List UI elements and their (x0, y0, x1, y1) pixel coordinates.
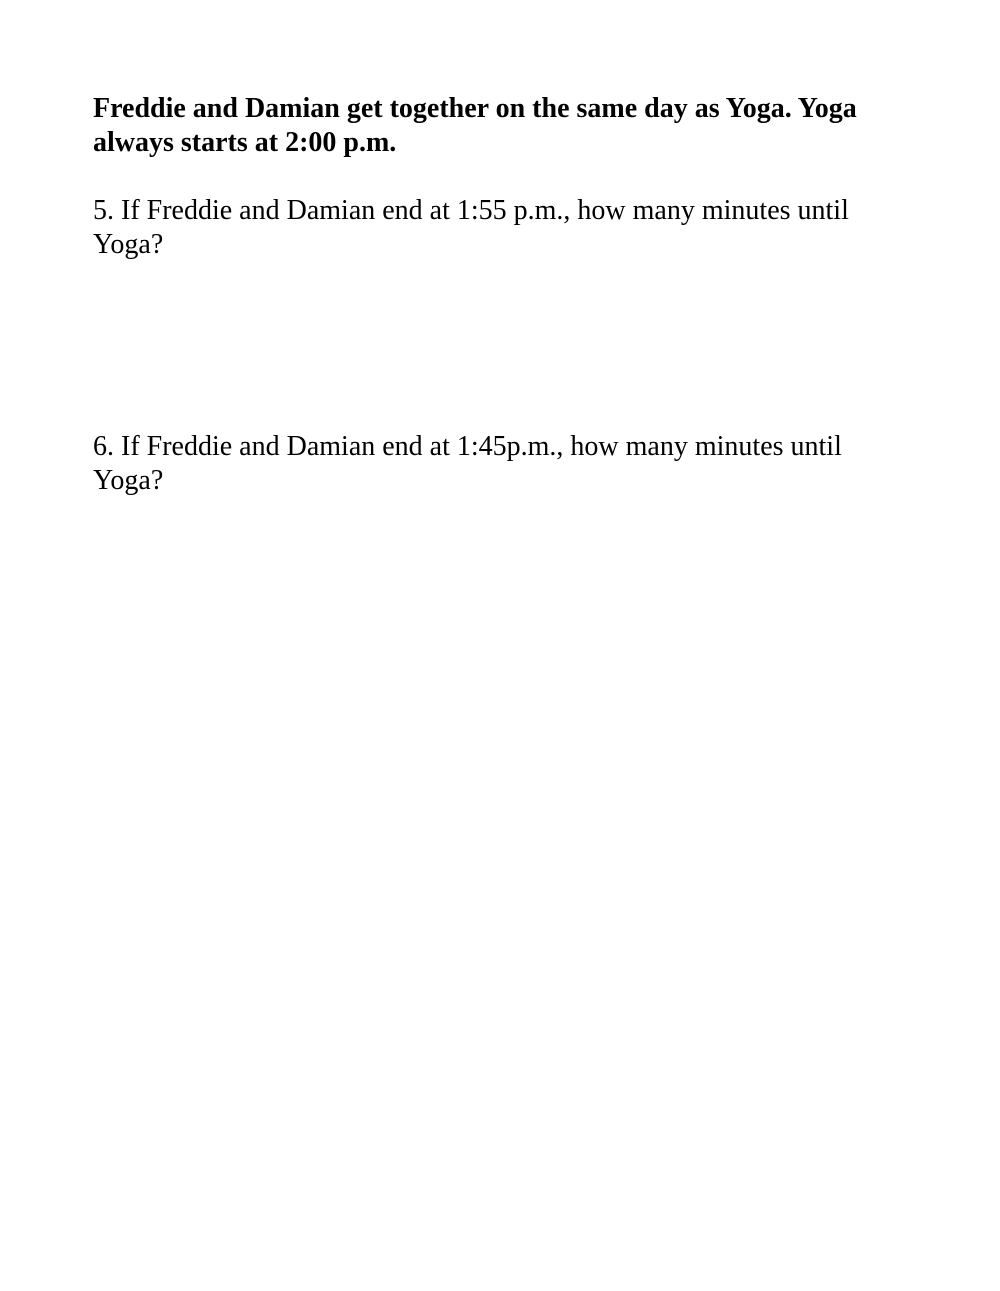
question-5: 5. If Freddie and Damian end at 1:55 p.m., how many minutes until Yoga? (93, 195, 849, 260)
problem-intro: Freddie and Damian get together on the same day as Yoga. Yoga always starts at 2:00 p.m. (93, 93, 857, 158)
question-6: 6. If Freddie and Damian end at 1:45p.m., how many minutes until Yoga? (93, 431, 842, 496)
